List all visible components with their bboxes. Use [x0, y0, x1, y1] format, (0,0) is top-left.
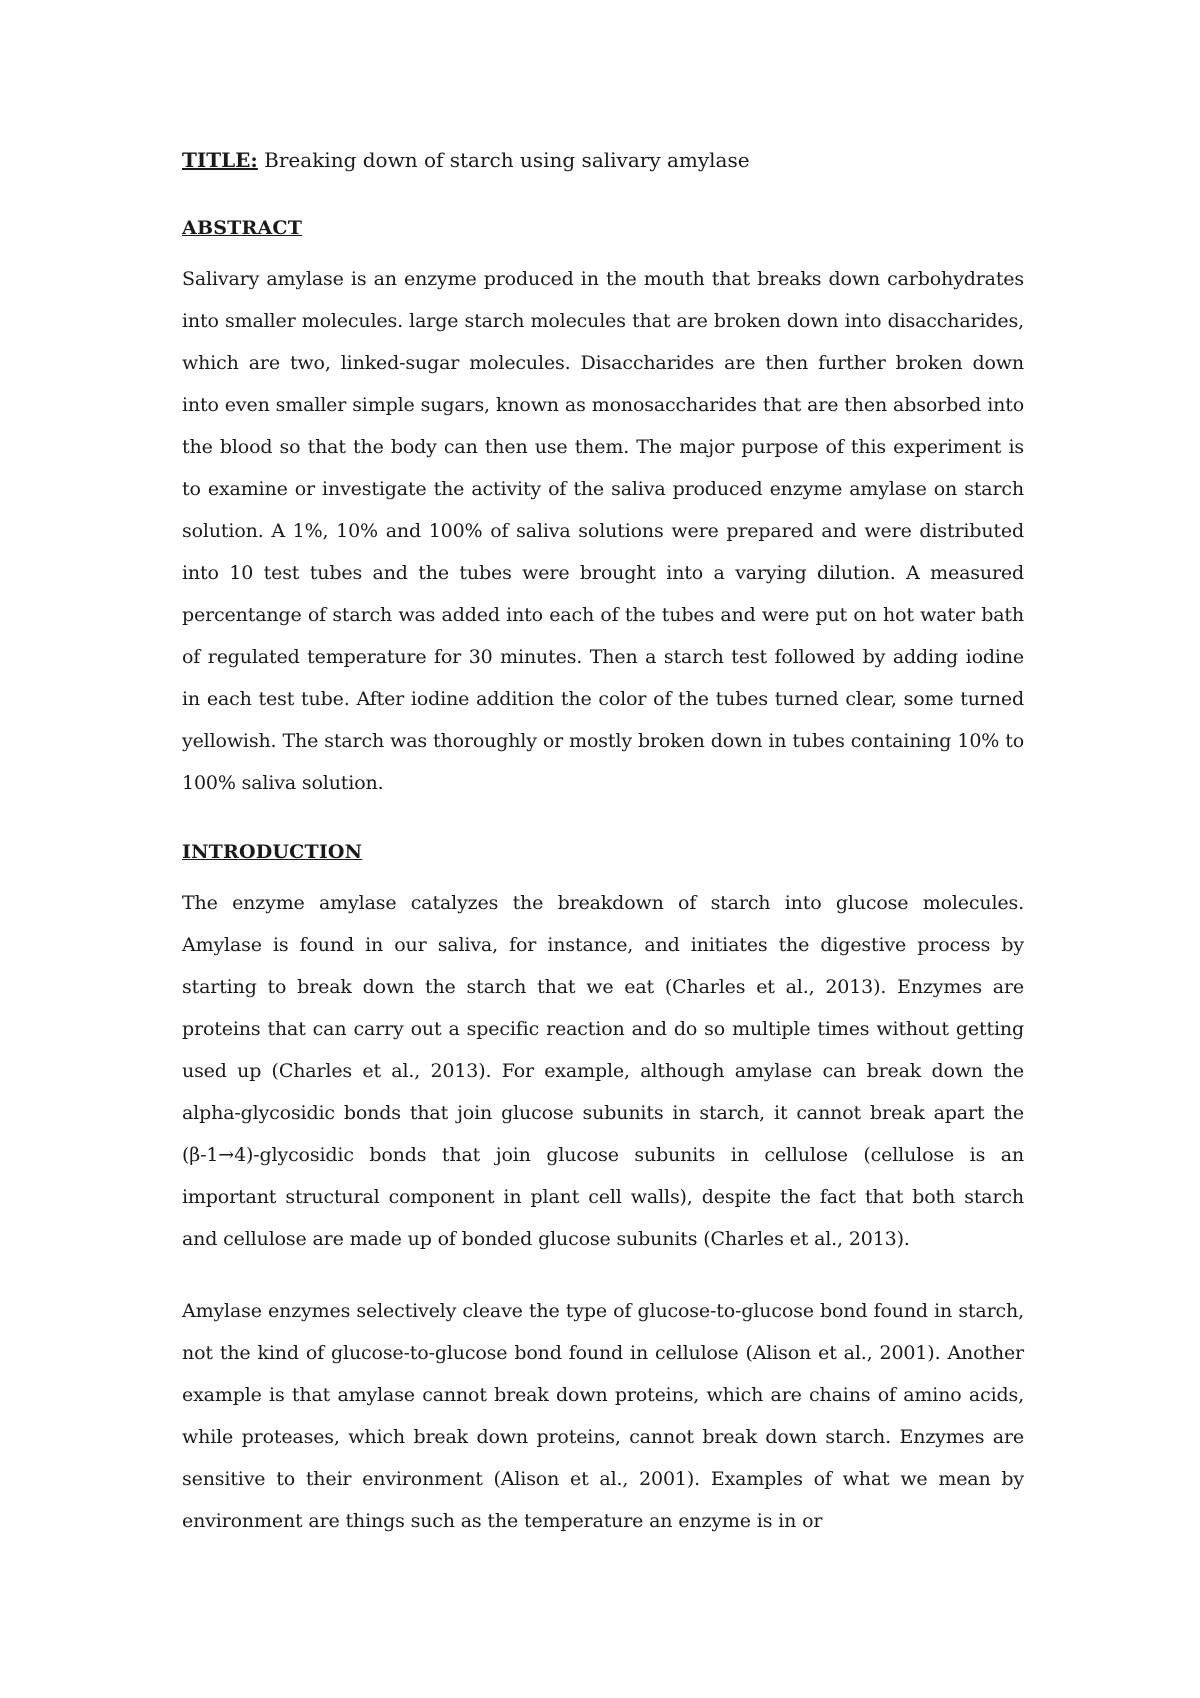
introduction-paragraph-2: Amylase enzymes selectively cleave the type of glucose-to-glucose bond found in starch, not the kind of glucose-to-glucose bond found in cellulose (Alison et al., 2001). Another example is that amylase cannot break down proteins, which are chains of amino acids, while proteases, which break down proteins, cannot break down starch. Enzymes are sensitive to their environment (Alison et al., 2001). Examples of what we mean by environment are things such as the temperature an enzyme is in or	[182, 1300, 1024, 1532]
title-text: Breaking down of starch using salivary amylase	[257, 148, 750, 172]
introduction-paragraph-1: The enzyme amylase catalyzes the breakdown of starch into glucose molecules. Amylase is found in our saliva, for instance, and initiates the digestive process by starting to break down the starch that we eat (Charles et al., 2013). Enzymes are proteins that can carry out a specific reaction and do so multiple times without getting used up (Charles et al., 2013). For example, although amylase can break down the alpha-glycosidic bonds that join glucose subunits in starch, it cannot break apart the (β-1→4)-glycosidic bonds that join glucose subunits in cellulose (cellulose is an important structural component in plant cell walls), despite the fact that both starch and cellulose are made up of bonded glucose subunits (Charles et al., 2013).	[182, 892, 1024, 1250]
document-title	[182, 140, 1024, 180]
title-label: TITLE:	[182, 148, 258, 172]
introduction-heading: INTRODUCTION	[182, 841, 363, 863]
document-page	[182, 140, 1024, 1564]
abstract-heading: ABSTRACT	[182, 217, 303, 239]
abstract-paragraph: Salivary amylase is an enzyme produced in the mouth that breaks down carbohydrates into smaller molecules. large starch molecules that are broken down into disaccharides, which are two, linked-sugar molecules. Disaccharides are then further broken down into even smaller simple sugars, known as monosaccharides that are then absorbed into the blood so that the body can then use them. The major purpose of this experiment is to examine or investigate the activity of the saliva produced enzyme amylase on starch solution. A 1%, 10% and 100% of saliva solutions were prepared and were distributed into 10 test tubes and the tubes were brought into a varying dilution. A measured percentange of starch was added into each of the tubes and were put on hot water bath of regulated temperature for 30 minutes. Then a starch test followed by adding iodine in each test tube. After iodine addition the color of the tubes turned clear, some turned yellowish. The starch was thoroughly or mostly broken down in tubes containing 10% to 100% saliva solution.	[182, 268, 1024, 794]
